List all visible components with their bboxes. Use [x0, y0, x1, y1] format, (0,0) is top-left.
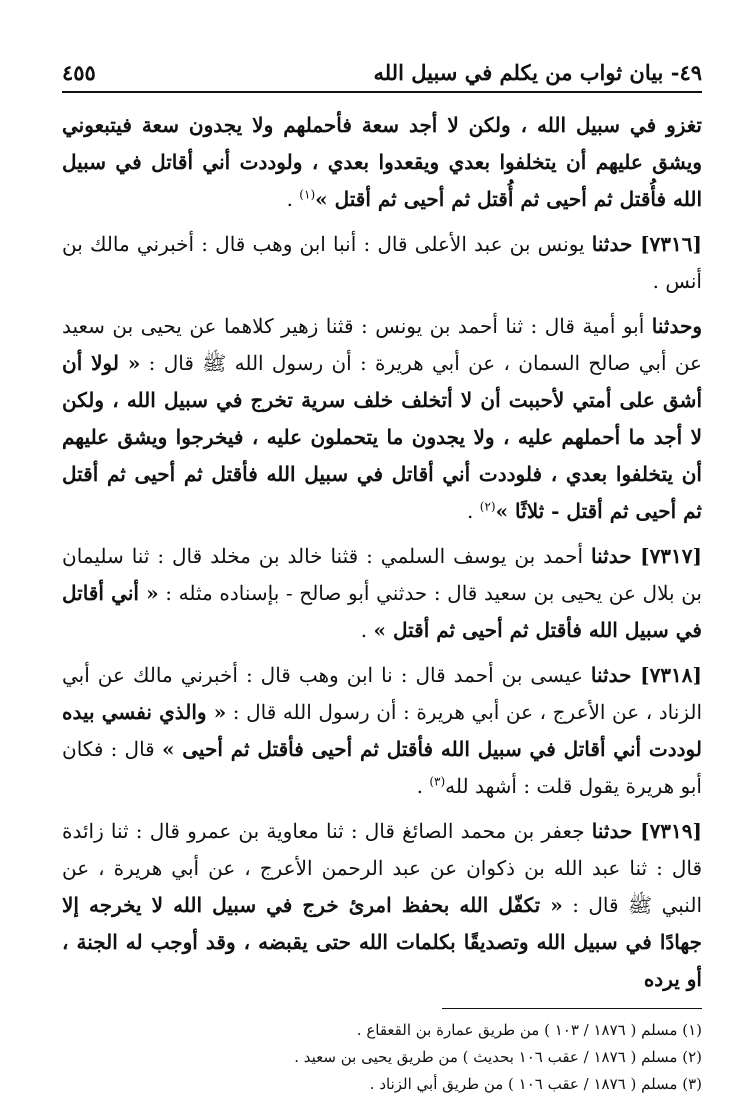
hadith-7318 [62, 657, 702, 805]
paragraph-continuation [62, 107, 702, 218]
isnad-text: أبو أمية قال : ثنا أحمد بن يونس : قثنا زهير كلاهما عن يحيى بن سعيد عن أبي صالح السمان ، عن أبي هريرة : أن رسول الله ﷺ قال : [62, 314, 702, 375]
haddathana: حدثنا [590, 663, 641, 687]
footnote-3: (٣) مسلم ( ١٨٧٦ / عقب ١٠٦ ) من طريق أبي الزناد . [369, 1075, 702, 1093]
isnad-text: يونس بن عبد الأعلى قال : أنبا ابن وهب قال : أخبرني مالك بن أنس . [62, 232, 702, 293]
hadith-7316 [62, 226, 702, 300]
haddathana: وحدثنا [651, 314, 702, 338]
footnote-2: (٢) مسلم ( ١٨٧٦ / عقب ١٠٦ بحديث ) من طريق يحيى بن سعيد . [294, 1048, 702, 1066]
hadith-number: [٧٣١٩] [640, 819, 702, 843]
footnote-1: (١) مسلم ( ١٨٧٦ / ١٠٣ ) من طريق عمارة بن القعقاع . [356, 1021, 702, 1039]
hadith-7319 [62, 813, 702, 998]
punctuation: . [286, 187, 300, 211]
hadith-text: « لولا أن أشق على أمتي لأحببت أن لا أتخلف خلف سرية تخرج في سبيل الله ، ولكن لا أجد ما أحملهم عليه ، ولا يجدون ما يتحملون عليه ، فيخرجوا ويشق عليهم أن يتخلفوا بعدي ، فلوددت أني أقاتل في سبيل الله فأقتل ثم أحيى ثم أقتل ثم أحيى ثم أقتل - ثلاثًا » [62, 351, 702, 523]
running-header [62, 60, 702, 91]
hadith-text: « والذي نفسي بيده لوددت أني أقاتل في سبيل الله فأقتل ثم أحيى فأقتل ثم أحيى » [62, 700, 702, 761]
hadith-text: « أني أقاتل في سبيل الله فأقتل ثم أحيى ثم أقتل » [62, 581, 702, 642]
haddathana: حدثنا [591, 544, 641, 568]
haddathana: حدثنا [591, 819, 641, 843]
isnad-text: عيسى بن أحمد قال : نا ابن وهب قال : أخبرني مالك عن أبي الزناد ، عن الأعرج ، عن أبي هريرة : أن رسول الله قال : [62, 663, 702, 724]
page [62, 60, 702, 1098]
footnote-ref: (١) [299, 187, 316, 202]
haddathana: حدثنا [591, 232, 641, 256]
footnote-rule [442, 1008, 702, 1009]
punctuation: . [467, 499, 480, 523]
footnote-ref: (٢) [479, 499, 496, 514]
hadith-number: [٧٣١٨] [640, 663, 702, 687]
footnote-ref: (٣) [429, 774, 446, 789]
hadith-text: « تكفّل الله بحفظ امرئ خرج في سبيل الله لا يخرجه إلا جهادًا في سبيل الله وتصديقًا بكلمات الله حتى يقبضه ، وقد أوجب له الجنة ، أو يرده [62, 893, 702, 991]
hadith-7316-second-chain [62, 308, 702, 530]
hadith-text: تغزو في سبيل الله ، ولكن لا أجد سعة فأحملهم ولا يجدون سعة فيتبعوني ويشق عليهم أن يتخلفوا بعدي ويقعدوا بعدي ، ولوددت أني أقاتل في سبيل الله فأُقتل ثم أحيى ثم أُقتل ثم أحيى ثم أقتل » [62, 113, 702, 211]
isnad-text: أحمد بن يوسف السلمي : قثنا خالد بن مخلد قال : ثنا سليمان بن بلال عن يحيى بن سعيد قال : حدثني أبو صالح - بإسناده مثله : [62, 544, 702, 605]
chapter-title: ٤٩- بيان ثواب من يكلم في سبيل الله [373, 60, 702, 85]
hadith-number: [٧٣١٧] [640, 544, 702, 568]
narrator-comment: قال : فكان أبو هريرة يقول قلت : أشهد لله [62, 737, 702, 798]
isnad-text: جعفر بن محمد الصائغ قال : ثنا معاوية بن عمرو قال : ثنا زائدة قال : ثنا عبد الله بن ذكوان عن عبد الرحمن الأعرج ، عن أبي هريرة ، عن النبي ﷺ قال : [62, 819, 702, 917]
hadith-7317 [62, 538, 702, 649]
hadith-number: [٧٣١٦] [640, 232, 702, 256]
punctuation: . [416, 774, 430, 798]
page-number: ٤٥٥ [62, 60, 96, 85]
punctuation: . [360, 618, 374, 642]
header-rule [62, 91, 702, 93]
